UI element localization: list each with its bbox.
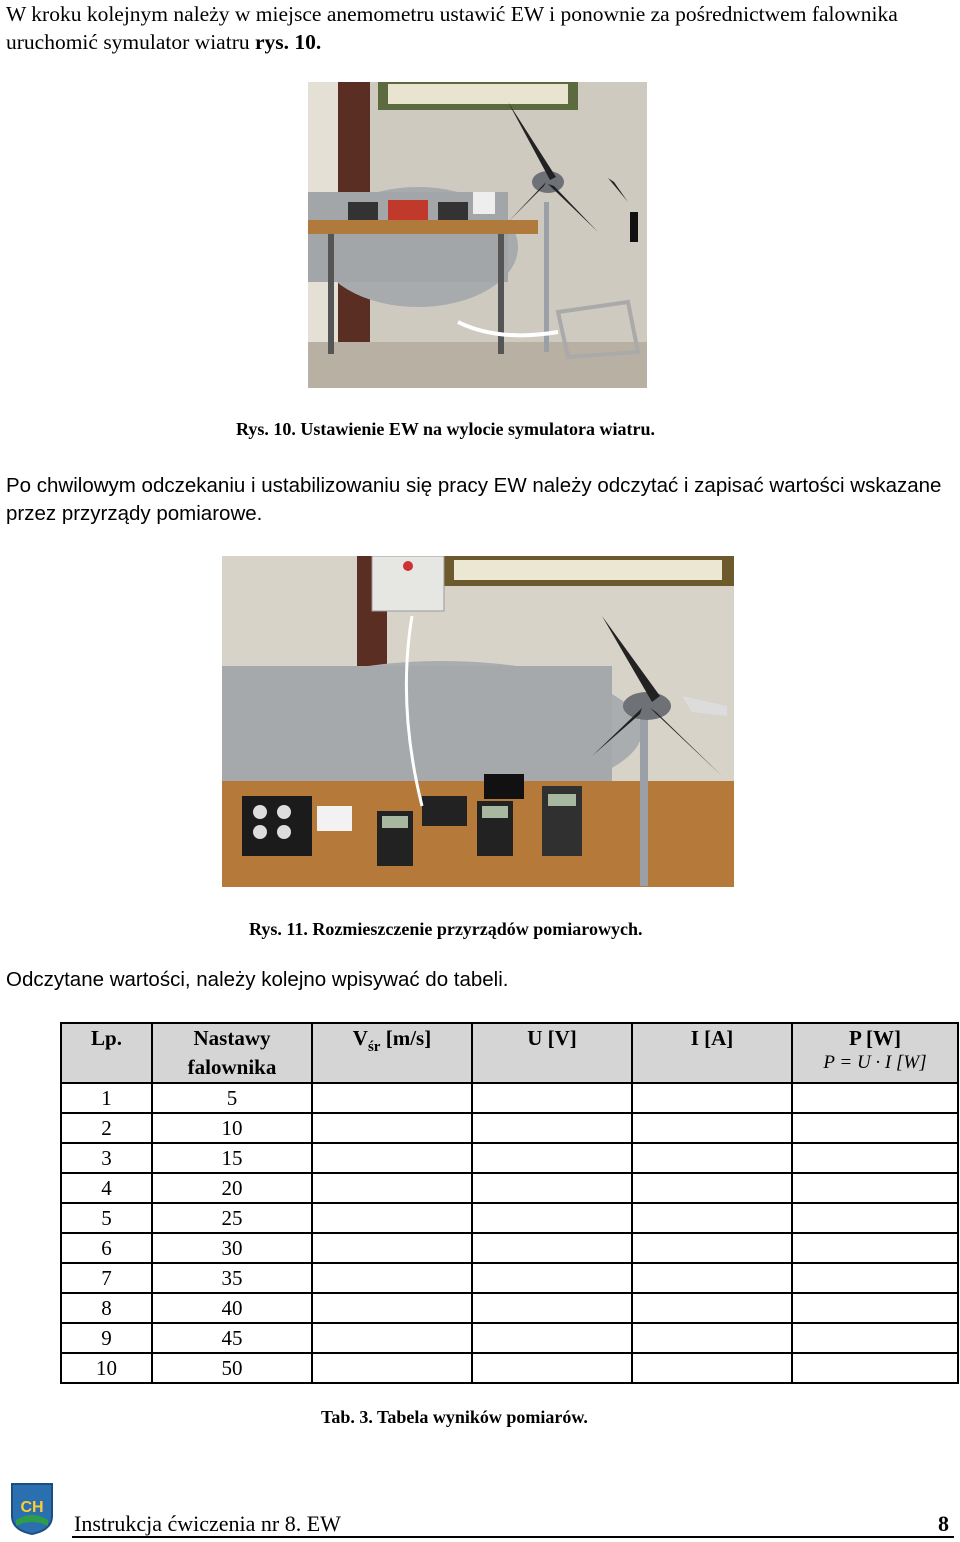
table-row	[61, 1143, 958, 1173]
cell-voltage[interactable]	[472, 1353, 632, 1383]
table-row	[61, 1113, 958, 1143]
photo-measuring-instruments	[222, 556, 734, 887]
cell-voltage[interactable]	[472, 1293, 632, 1323]
cell-lp: 3	[61, 1143, 152, 1173]
cell-voltage[interactable]	[472, 1323, 632, 1353]
cell-power[interactable]	[792, 1083, 958, 1113]
figure-10-caption: Rys. 10. Ustawienie EW na wylocie symulatora wiatru.	[236, 419, 656, 439]
cell-nastawy: 20	[152, 1173, 312, 1203]
cell-velocity[interactable]	[312, 1323, 472, 1353]
cell-nastawy: 50	[152, 1353, 312, 1383]
cell-velocity[interactable]	[312, 1293, 472, 1323]
cell-velocity[interactable]	[312, 1143, 472, 1173]
cell-nastawy: 15	[152, 1143, 312, 1173]
table-row	[61, 1173, 958, 1203]
header-velocity	[312, 1023, 472, 1083]
figure-11-caption: Rys. 11. Rozmieszczenie przyrządów pomiarowych.	[249, 919, 643, 939]
cell-voltage[interactable]	[472, 1203, 632, 1233]
photo-wind-turbine-at-outlet	[308, 82, 647, 388]
cell-velocity[interactable]	[312, 1263, 472, 1293]
cell-voltage[interactable]	[472, 1173, 632, 1203]
table-row	[61, 1293, 958, 1323]
cell-lp: 2	[61, 1113, 152, 1143]
intro-paragraph	[6, 0, 956, 56]
cell-voltage[interactable]	[472, 1263, 632, 1293]
cell-power[interactable]	[792, 1203, 958, 1233]
table-header-row	[61, 1023, 958, 1083]
cell-nastawy: 35	[152, 1263, 312, 1293]
cell-power[interactable]	[792, 1113, 958, 1143]
header-lp: Lp.	[61, 1023, 152, 1083]
cell-voltage[interactable]	[472, 1233, 632, 1263]
cell-power[interactable]	[792, 1173, 958, 1203]
header-velocity-unit: [m/s]	[380, 1026, 432, 1050]
header-power-formula: P = U · I [W]	[823, 1052, 927, 1073]
cell-lp: 4	[61, 1173, 152, 1203]
intro-figure-ref: rys. 10.	[254, 30, 322, 54]
header-velocity-subscript: śr	[367, 1039, 381, 1055]
table-row	[61, 1083, 958, 1113]
cell-current[interactable]	[632, 1143, 792, 1173]
cell-voltage[interactable]	[472, 1083, 632, 1113]
cell-velocity[interactable]	[312, 1083, 472, 1113]
cell-nastawy: 45	[152, 1323, 312, 1353]
footer-title: Instrukcja ćwiczenia nr 8. EW	[74, 1511, 341, 1536]
cell-current[interactable]	[632, 1353, 792, 1383]
header-nastawy: Nastawy falownika	[152, 1023, 312, 1083]
cell-velocity[interactable]	[312, 1353, 472, 1383]
table-row	[61, 1203, 958, 1233]
cell-lp: 10	[61, 1353, 152, 1383]
cell-current[interactable]	[632, 1173, 792, 1203]
table-row	[61, 1263, 958, 1293]
intro-text: W kroku kolejnym należy w miejsce anemometru ustawić EW i ponownie za pośrednictwem falownika uruchomić symulator wiatru	[6, 2, 898, 54]
results-table	[60, 1022, 959, 1384]
cell-nastawy: 30	[152, 1233, 312, 1263]
table-row	[61, 1353, 958, 1383]
cell-power[interactable]	[792, 1263, 958, 1293]
cell-nastawy: 40	[152, 1293, 312, 1323]
footer-divider	[72, 1536, 954, 1538]
header-power-label: P [W]	[849, 1026, 901, 1050]
cell-voltage[interactable]	[472, 1143, 632, 1173]
table-row	[61, 1233, 958, 1263]
cell-power[interactable]	[792, 1143, 958, 1173]
cell-current[interactable]	[632, 1083, 792, 1113]
cell-current[interactable]	[632, 1233, 792, 1263]
table-row	[61, 1323, 958, 1353]
table-intro-paragraph: Odczytane wartości, należy kolejno wpisywać do tabeli.	[6, 968, 509, 991]
header-velocity-symbol: V	[352, 1026, 368, 1050]
cell-current[interactable]	[632, 1203, 792, 1233]
cell-velocity[interactable]	[312, 1113, 472, 1143]
institution-logo	[8, 1480, 56, 1536]
cell-current[interactable]	[632, 1113, 792, 1143]
cell-lp: 1	[61, 1083, 152, 1113]
header-power	[792, 1023, 958, 1083]
cell-velocity[interactable]	[312, 1203, 472, 1233]
cell-current[interactable]	[632, 1323, 792, 1353]
cell-lp: 7	[61, 1263, 152, 1293]
cell-velocity[interactable]	[312, 1233, 472, 1263]
logo-text: CH	[20, 1499, 44, 1516]
cell-power[interactable]	[792, 1353, 958, 1383]
cell-voltage[interactable]	[472, 1113, 632, 1143]
table-caption: Tab. 3. Tabela wyników pomiarów.	[321, 1407, 588, 1427]
cell-velocity[interactable]	[312, 1173, 472, 1203]
cell-lp: 6	[61, 1233, 152, 1263]
cell-nastawy: 5	[152, 1083, 312, 1113]
cell-power[interactable]	[792, 1323, 958, 1353]
cell-nastawy: 10	[152, 1113, 312, 1143]
cell-lp: 9	[61, 1323, 152, 1353]
page-number: 8	[938, 1511, 949, 1536]
header-voltage: U [V]	[472, 1023, 632, 1083]
instruction-paragraph: Po chwilowym odczekaniu i ustabilizowaniu się pracy EW należy odczytać i zapisać wartości wskazane przez przyrządy pomiarowe.	[6, 474, 942, 525]
cell-current[interactable]	[632, 1263, 792, 1293]
header-current: I [A]	[632, 1023, 792, 1083]
cell-power[interactable]	[792, 1293, 958, 1323]
cell-lp: 5	[61, 1203, 152, 1233]
cell-current[interactable]	[632, 1293, 792, 1323]
cell-lp: 8	[61, 1293, 152, 1323]
cell-nastawy: 25	[152, 1203, 312, 1233]
cell-power[interactable]	[792, 1233, 958, 1263]
